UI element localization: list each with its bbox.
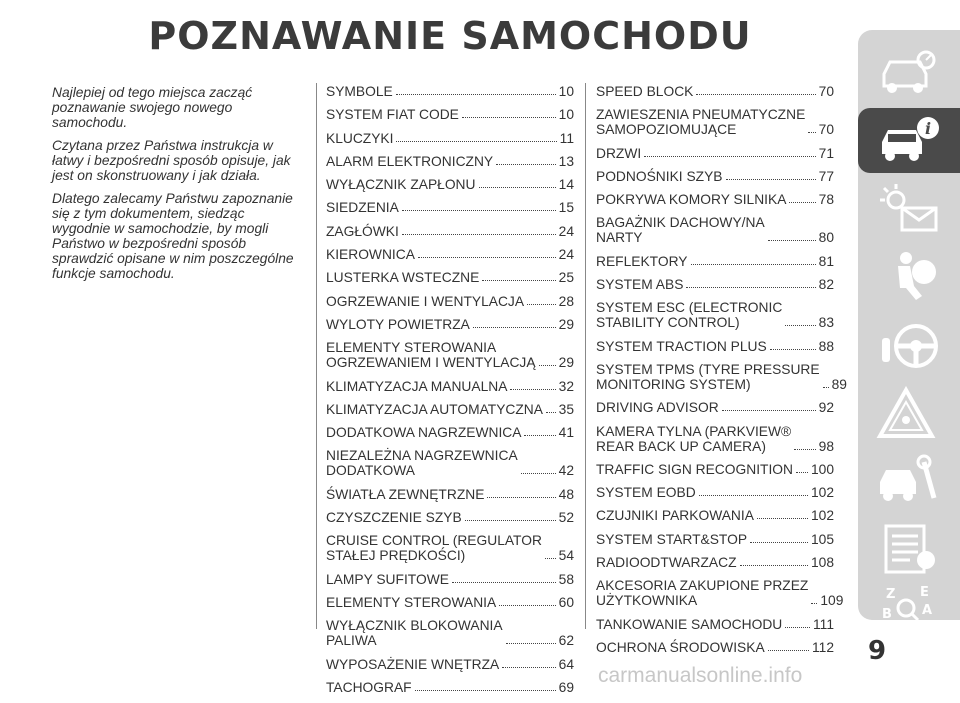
toc-entry-page: 48 xyxy=(558,486,574,502)
toc-entry-title: SYSTEM EOBD xyxy=(596,485,696,501)
tab-index[interactable] xyxy=(858,576,960,641)
toc-leader-dots xyxy=(479,187,556,188)
toc-entry-title: OGRZEWANIE I WENTYLACJA xyxy=(326,293,525,309)
toc-leader-dots xyxy=(510,389,555,390)
toc-entry[interactable] xyxy=(596,107,834,137)
toc-entry-page: 82 xyxy=(818,277,834,293)
toc-entry-title: ELEMENTY STEROWANIA OGRZEWANIEM I WENTYLACJĄ xyxy=(326,340,536,371)
toc-entry-page: 15 xyxy=(558,200,574,216)
toc-entry-page: 62 xyxy=(558,633,574,649)
tab-technical-data[interactable] xyxy=(858,516,960,581)
toc-entry-title: RADIOODTWARZACZ xyxy=(596,555,737,571)
toc-entry-page: 89 xyxy=(831,376,847,392)
toc-column-2 xyxy=(596,84,847,663)
toc-entry-title: LAMPY SUFITOWE xyxy=(326,571,449,587)
toc-entry[interactable] xyxy=(326,224,574,239)
toc-leader-dots xyxy=(396,94,556,95)
toc-entry-page: 52 xyxy=(558,510,574,526)
toc-leader-dots xyxy=(545,558,556,559)
toc-leader-dots xyxy=(686,287,815,288)
toc-entry-title: KAMERA TYLNA (PARKVIEW® REAR BACK UP CAMERA) xyxy=(596,423,792,454)
toc-entry-title: BAGAŻNIK DACHOWY/NA NARTY xyxy=(596,215,765,246)
toc-entry[interactable] xyxy=(326,425,574,440)
toc-entry-page: 100 xyxy=(810,461,834,477)
page-title: POZNAWANIE SAMOCHODU xyxy=(148,14,752,58)
toc-entry-title: WYLOTY POWIETRZA xyxy=(326,316,470,332)
toc-entry-page: 78 xyxy=(818,192,834,208)
toc-entry-page: 58 xyxy=(558,571,574,587)
toc-entry-title: TANKOWANIE SAMOCHODU xyxy=(596,616,783,632)
index-letter: A xyxy=(922,602,933,618)
toc-entry-title: AKCESORIA ZAKUPIONE PRZEZ UŻYTKOWNIKA xyxy=(596,578,809,609)
toc-entry-title: KLIMATYZACJA AUTOMATYCZNA xyxy=(326,401,543,417)
toc-entry-page: 112 xyxy=(812,639,834,655)
toc-entry[interactable] xyxy=(596,300,834,330)
toc-leader-dots xyxy=(794,449,815,450)
airbag-icon xyxy=(876,250,942,304)
toc-entry-page: 98 xyxy=(818,438,834,454)
toc-leader-dots xyxy=(521,473,556,474)
toc-leader-dots xyxy=(770,349,816,350)
toc-entry[interactable] xyxy=(326,84,574,99)
toc-entry-title: TRAFFIC SIGN RECOGNITION xyxy=(596,461,793,477)
toc-column-1 xyxy=(326,84,574,703)
toc-entry[interactable] xyxy=(596,361,847,392)
toc-leader-dots xyxy=(691,264,816,265)
toc-entry[interactable] xyxy=(326,294,574,309)
toc-leader-dots xyxy=(768,650,809,651)
toc-entry-page: 60 xyxy=(558,594,574,610)
toc-entry-title: REFLEKTORY xyxy=(596,253,688,269)
toc-leader-dots xyxy=(789,202,815,203)
toc-leader-dots xyxy=(465,520,556,521)
toc-entry-title: SYMBOLE xyxy=(326,84,393,99)
toc-entry[interactable] xyxy=(326,107,574,122)
tab-safety[interactable] xyxy=(858,244,960,309)
toc-entry-title: SYSTEM START&STOP xyxy=(596,531,748,547)
toc-leader-dots xyxy=(768,240,816,241)
toc-entry-page: 29 xyxy=(558,355,574,371)
chapter-tab-strip xyxy=(858,30,960,636)
warning-lights-icon xyxy=(876,182,942,236)
toc-entry-title: OCHRONA ŚRODOWISKA xyxy=(596,639,765,655)
intro-text xyxy=(52,85,304,289)
toc-entry-page: 92 xyxy=(818,400,834,416)
toc-entry[interactable] xyxy=(596,578,844,609)
toc-entry-page: 35 xyxy=(558,401,574,417)
toc-entry[interactable] xyxy=(326,487,574,502)
toc-entry[interactable] xyxy=(326,200,574,215)
tab-emergency[interactable] xyxy=(858,380,960,445)
toc-entry[interactable] xyxy=(326,402,574,417)
toc-entry-title: TACHOGRAF xyxy=(326,679,412,695)
toc-entry-page: 71 xyxy=(818,145,834,161)
toc-entry-title: CZUJNIKI PARKOWANIA xyxy=(596,508,754,524)
toc-entry[interactable] xyxy=(596,254,834,269)
car-service-icon xyxy=(876,454,942,508)
toc-entry-title: LUSTERKA WSTECZNE xyxy=(326,270,480,286)
toc-entry-page: 41 xyxy=(558,425,574,441)
intro-paragraph: Najlepiej od tego miejsca zacząć poznawanie swojego nowego samochodu. xyxy=(52,85,253,130)
toc-leader-dots xyxy=(462,117,556,118)
toc-leader-dots xyxy=(506,643,556,644)
toc-entry-page: 80 xyxy=(818,230,834,246)
toc-entry-title: SYSTEM FIAT CODE xyxy=(326,107,459,123)
toc-leader-dots xyxy=(644,156,815,157)
toc-entry[interactable] xyxy=(596,462,834,477)
toc-entry[interactable] xyxy=(326,448,574,478)
toc-leader-dots xyxy=(696,94,815,95)
toc-entry[interactable] xyxy=(326,510,574,525)
toc-entry-page: 77 xyxy=(818,168,834,184)
toc-entry-page: 83 xyxy=(818,315,834,331)
toc-entry-title: SYSTEM TRACTION PLUS xyxy=(596,338,767,354)
toc-leader-dots xyxy=(750,542,808,543)
toc-entry[interactable] xyxy=(596,485,834,500)
toc-leader-dots xyxy=(811,603,817,604)
toc-entry-page: 54 xyxy=(558,548,574,564)
index-letter: D xyxy=(926,618,937,634)
toc-entry[interactable] xyxy=(596,617,834,632)
toc-leader-dots xyxy=(699,495,808,496)
car-info-icon xyxy=(876,114,942,168)
toc-entry-title: DODATKOWA NAGRZEWNICA xyxy=(326,425,522,441)
toc-leader-dots xyxy=(796,472,808,473)
tab-warning-lights[interactable] xyxy=(858,176,960,241)
toc-entry-title: ELEMENTY STEROWANIA xyxy=(326,594,497,610)
toc-leader-dots xyxy=(546,412,556,413)
toc-leader-dots xyxy=(418,257,556,258)
toc-entry[interactable] xyxy=(596,215,834,245)
toc-entry-page: 81 xyxy=(818,253,834,269)
toc-entry-title: POKRYWA KOMORY SILNIKA xyxy=(596,192,787,208)
toc-entry[interactable] xyxy=(326,680,574,695)
toc-entry-page: 109 xyxy=(820,593,844,609)
toc-leader-dots xyxy=(740,565,808,566)
toc-leader-dots xyxy=(496,164,556,165)
toc-entry[interactable] xyxy=(596,555,834,570)
toc-entry-page: 10 xyxy=(558,84,574,99)
toc-entry[interactable] xyxy=(326,618,574,648)
toc-entry[interactable] xyxy=(326,595,574,610)
toc-entry-page: 105 xyxy=(810,531,834,547)
toc-entry-title: SYSTEM TPMS (TYRE PRESSURE MONITORING SYSTEM) xyxy=(596,361,820,392)
column-divider xyxy=(316,83,317,629)
toc-leader-dots xyxy=(396,141,556,142)
tab-starting-driving[interactable] xyxy=(858,312,960,377)
toc-entry[interactable] xyxy=(326,533,574,563)
toc-entry[interactable] xyxy=(326,657,574,672)
toc-leader-dots xyxy=(473,327,556,328)
toc-leader-dots xyxy=(402,234,556,235)
toc-entry-page: 24 xyxy=(558,247,574,263)
toc-entry-page: 32 xyxy=(558,378,574,394)
index-letter: T xyxy=(908,620,917,636)
column-divider xyxy=(585,83,586,629)
toc-entry-page: 25 xyxy=(558,270,574,286)
toc-entry-title: DRZWI xyxy=(596,145,642,161)
toc-leader-dots xyxy=(402,210,556,211)
toc-entry-title: NIEZALEŻNA NAGRZEWNICA DODATKOWA xyxy=(326,448,518,479)
toc-leader-dots xyxy=(487,497,555,498)
toc-entry-title: WYŁĄCZNIK BLOKOWANIA PALIWA xyxy=(326,618,503,649)
toc-entry[interactable] xyxy=(326,131,574,146)
toc-leader-dots xyxy=(823,387,829,388)
toc-leader-dots xyxy=(482,280,555,281)
toc-entry[interactable] xyxy=(326,340,574,370)
toc-entry[interactable] xyxy=(596,400,834,415)
toc-entry-title: KLUCZYKI xyxy=(326,130,394,146)
technical-data-icon xyxy=(876,522,942,576)
index-letter: B xyxy=(882,606,892,622)
toc-entry-title: KIEROWNICA xyxy=(326,247,415,263)
toc-entry-page: 29 xyxy=(558,316,574,332)
steering-wheel-icon xyxy=(876,318,942,372)
index-letter: Z xyxy=(886,586,896,602)
toc-entry[interactable] xyxy=(326,247,574,262)
toc-entry-title: ZAGŁÓWKI xyxy=(326,223,399,239)
toc-entry-title: ALARM ELEKTRONICZNY xyxy=(326,153,494,169)
toc-entry-page: 10 xyxy=(558,107,574,123)
intro-paragraph: Czytana przez Państwa instrukcja w łatwy i bezpośredni sposób opisuje, jak jest on skonstruowany i jak działa. xyxy=(52,138,291,183)
toc-entry-page: 24 xyxy=(558,223,574,239)
toc-entry-title: SPEED BLOCK xyxy=(596,84,694,99)
toc-leader-dots xyxy=(539,365,556,366)
toc-entry-title: ZAWIESZENIA PNEUMATYCZNE SAMOPOZIOMUJĄCE xyxy=(596,107,806,138)
intro-paragraph: Dlatego zalecamy Państwu zapoznanie się z tym dokumentem, siedząc wygodnie w samochodzie, by mogli Państwo w bezpośredni sposób sprawdzić opisane w nim poszczególne funkcje samochodu. xyxy=(52,191,294,281)
toc-entry-page: 64 xyxy=(558,656,574,672)
toc-entry-title: DRIVING ADVISOR xyxy=(596,400,719,416)
toc-leader-dots xyxy=(502,667,555,668)
toc-entry-page: 69 xyxy=(558,679,574,695)
watermark: carmanualsonline.info xyxy=(598,664,803,687)
toc-entry-page: 102 xyxy=(810,485,834,501)
toc-entry-title: SYSTEM ESC (ELECTRONIC STABILITY CONTROL) xyxy=(596,300,783,331)
toc-entry[interactable] xyxy=(596,339,834,354)
toc-entry[interactable] xyxy=(326,317,574,332)
toc-entry[interactable] xyxy=(326,154,574,169)
tab-maintenance[interactable] xyxy=(858,448,960,513)
toc-entry-page: 102 xyxy=(810,508,834,524)
index-letter: E xyxy=(920,584,929,600)
toc-entry-page: 88 xyxy=(818,338,834,354)
toc-entry[interactable] xyxy=(596,84,834,99)
toc-entry-page: 42 xyxy=(558,463,574,479)
toc-entry[interactable] xyxy=(326,177,574,192)
toc-entry-title: WYPOSAŻENIE WNĘTRZA xyxy=(326,656,500,672)
toc-leader-dots xyxy=(757,518,808,519)
toc-entry-page: 111 xyxy=(813,616,834,632)
toc-entry-page: 70 xyxy=(818,84,834,99)
toc-entry-title: CZYSZCZENIE SZYB xyxy=(326,510,462,526)
svg-text:i: i xyxy=(924,118,932,138)
toc-entry[interactable] xyxy=(326,379,574,394)
toc-entry-title: PODNOŚNIKI SZYB xyxy=(596,168,723,184)
toc-entry-page: 13 xyxy=(558,153,574,169)
toc-entry[interactable] xyxy=(596,640,834,655)
toc-entry[interactable] xyxy=(596,424,834,454)
toc-leader-dots xyxy=(415,690,556,691)
toc-entry-page: 108 xyxy=(810,555,834,571)
toc-leader-dots xyxy=(726,179,816,180)
index-letters-icon xyxy=(876,582,942,636)
toc-leader-dots xyxy=(722,410,816,411)
toc-entry[interactable] xyxy=(596,532,834,547)
toc-entry[interactable] xyxy=(596,508,834,523)
toc-leader-dots xyxy=(499,605,555,606)
page-number: 9 xyxy=(868,636,887,666)
toc-entry-title: CRUISE CONTROL (REGULATOR STAŁEJ PRĘDKOŚCI) xyxy=(326,533,542,564)
toc-entry[interactable] xyxy=(326,572,574,587)
toc-leader-dots xyxy=(808,132,815,133)
toc-entry-page: 70 xyxy=(818,122,834,138)
toc-entry-title: ŚWIATŁA ZEWNĘTRZNE xyxy=(326,486,485,502)
toc-entry[interactable] xyxy=(596,192,834,207)
warning-triangle-icon xyxy=(876,386,942,440)
toc-entry[interactable] xyxy=(596,277,834,292)
toc-entry-title: SYSTEM ABS xyxy=(596,277,684,293)
toc-leader-dots xyxy=(452,582,556,583)
toc-entry[interactable] xyxy=(326,270,574,285)
tab-getting-to-know-car[interactable] xyxy=(858,108,960,173)
car-dashboard-icon xyxy=(876,46,942,100)
toc-entry[interactable] xyxy=(596,169,834,184)
toc-entry-title: KLIMATYZACJA MANUALNA xyxy=(326,378,508,394)
toc-entry-page: 14 xyxy=(558,177,574,193)
toc-entry-title: SIEDZENIA xyxy=(326,200,399,216)
tab-dashboard[interactable] xyxy=(858,40,960,105)
toc-leader-dots xyxy=(785,325,815,326)
toc-leader-dots xyxy=(785,627,810,628)
toc-leader-dots xyxy=(524,435,555,436)
index-letter: C xyxy=(894,620,904,636)
toc-entry-title: WYŁĄCZNIK ZAPŁONU xyxy=(326,177,476,193)
toc-entry-page: 11 xyxy=(559,130,574,146)
toc-entry-page: 28 xyxy=(558,293,574,309)
toc-entry[interactable] xyxy=(596,146,834,161)
toc-leader-dots xyxy=(527,304,556,305)
